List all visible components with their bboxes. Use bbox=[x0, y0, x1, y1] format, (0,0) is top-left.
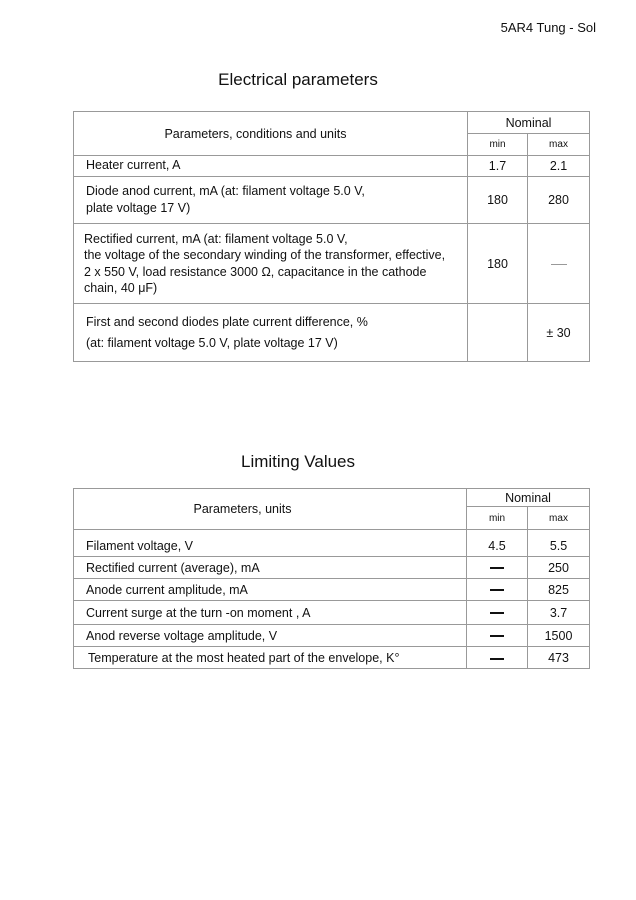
row-min-value bbox=[467, 601, 528, 625]
table-row-label bbox=[74, 224, 468, 304]
electrical-header-label: Parameters, conditions and units bbox=[74, 112, 468, 156]
row-max-value: 2.1 bbox=[528, 156, 590, 177]
electrical-nominal-header: Nominal bbox=[468, 112, 590, 134]
row-max-value: 1500 bbox=[528, 625, 590, 647]
table-row-label: Rectified current (average), mA bbox=[74, 557, 467, 579]
row-text-line: (at: filament voltage 5.0 V, plate voltage 17 V) bbox=[86, 335, 338, 350]
row-min-value: 180 bbox=[468, 177, 528, 224]
electrical-parameters-table bbox=[73, 111, 590, 362]
table-row-label: Current surge at the turn -on moment , A bbox=[74, 601, 467, 625]
table-row-label bbox=[74, 304, 468, 362]
dash-icon bbox=[490, 635, 504, 637]
row-max-value: 280 bbox=[528, 177, 590, 224]
electrical-parameters-title: Electrical parameters bbox=[218, 70, 378, 89]
row-max-value: 5.5 bbox=[528, 530, 590, 557]
table-row-label: Anode current amplitude, mA bbox=[74, 579, 467, 601]
row-max-value: ± 30 bbox=[528, 304, 590, 362]
electrical-min-header: min bbox=[468, 134, 528, 156]
row-text-line: plate voltage 17 V) bbox=[86, 201, 191, 215]
dash-icon bbox=[490, 589, 504, 591]
row-max-value: 3.7 bbox=[528, 601, 590, 625]
limiting-nominal-header: Nominal bbox=[467, 489, 590, 507]
row-max-value bbox=[528, 224, 590, 304]
limiting-min-header: min bbox=[467, 507, 528, 530]
row-min-value bbox=[467, 625, 528, 647]
limiting-max-header: max bbox=[528, 507, 590, 530]
row-text-line: Heater current, A bbox=[86, 158, 181, 172]
row-text-line: First and second diodes plate current difference, % bbox=[86, 314, 368, 329]
row-text-line: the voltage of the secondary winding of the transformer, effective, bbox=[84, 248, 446, 262]
document-header: 5AR4 Tung - Sol bbox=[500, 20, 596, 35]
row-min-value bbox=[467, 579, 528, 601]
row-text-line: Rectified current, mA (at: filament voltage 5.0 V, bbox=[84, 231, 348, 246]
dash-icon bbox=[490, 612, 504, 614]
limiting-header-label: Parameters, units bbox=[74, 489, 467, 530]
row-text-line: Diode anod current, mA (at: filament voltage 5.0 V, bbox=[86, 184, 365, 198]
limiting-values-title: Limiting Values bbox=[240, 452, 356, 471]
row-min-value bbox=[467, 557, 528, 579]
row-text-line: chain, 40 μF) bbox=[84, 281, 158, 295]
row-max-value: 473 bbox=[528, 647, 590, 669]
row-text-line: 2 x 550 V, load resistance 3000 Ω, capacitance in the cathode bbox=[84, 264, 427, 279]
row-min-value bbox=[468, 304, 528, 362]
table-row-label: Anod reverse voltage amplitude, V bbox=[74, 625, 467, 647]
row-min-value: 4.5 bbox=[467, 530, 528, 557]
row-max-value: 250 bbox=[528, 557, 590, 579]
table-row-label bbox=[74, 177, 468, 224]
dash-icon bbox=[490, 567, 504, 569]
table-row-label: Filament voltage, V bbox=[74, 530, 467, 557]
row-min-value: 180 bbox=[468, 224, 528, 304]
row-min-value bbox=[467, 647, 528, 669]
electrical-max-header: max bbox=[528, 134, 590, 156]
row-max-value: 825 bbox=[528, 579, 590, 601]
table-row-label: Temperature at the most heated part of the envelope, K° bbox=[74, 647, 467, 669]
dash-icon bbox=[490, 658, 504, 660]
dash-icon bbox=[551, 264, 567, 265]
row-min-value: 1.7 bbox=[468, 156, 528, 177]
table-row-label bbox=[74, 156, 468, 177]
limiting-values-table bbox=[73, 488, 590, 669]
